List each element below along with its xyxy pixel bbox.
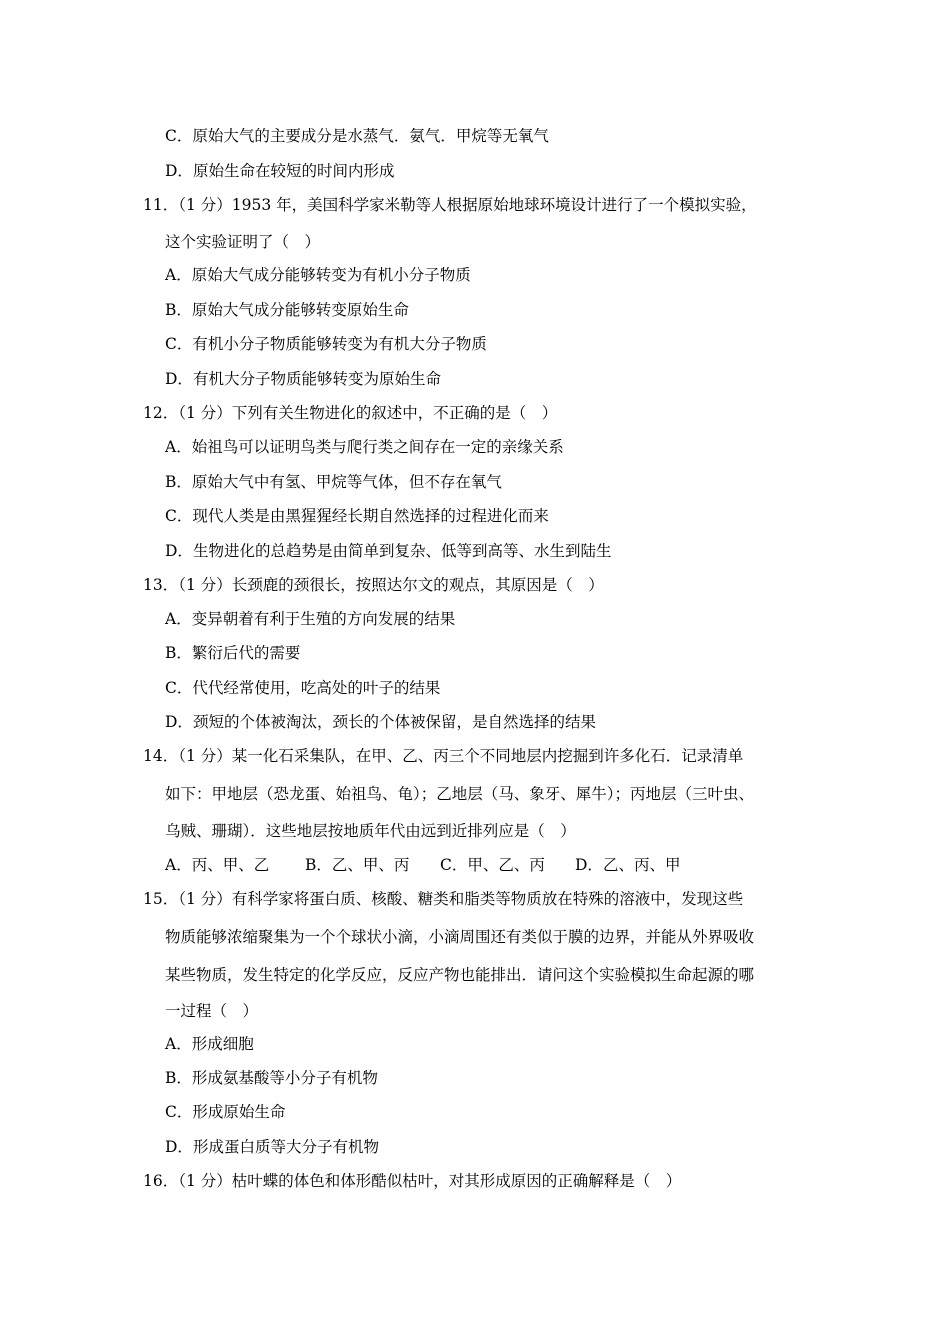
question-15-stem: 15．（1 分）有科学家将蛋白质、核酸、糖类和脂类等物质放在特殊的溶液中，发现这些 (143, 890, 744, 908)
question-11-stem-cont: 这个实验证明了（ ） (165, 233, 321, 251)
question-score: （1 分） (178, 576, 232, 594)
question-14-option-d: D．乙、丙、甲 (575, 856, 681, 874)
question-15-option-b: B．形成氨基酸等小分子有机物 (165, 1069, 378, 1087)
question-12-option-c: C．现代人类是由黑猩猩经长期自然选择的过程进化而来 (165, 507, 549, 525)
question-15-stem-cont-2: 某些物质，发生特定的化学反应，反应产物也能排出．请问这个实验模拟生命起源的哪 (165, 966, 755, 984)
question-number: 16． (143, 1172, 179, 1190)
question-14-stem: 14．（1 分）某一化石采集队，在甲、乙、丙三个不同地层内挖掘到许多化石．记录清单 (143, 747, 744, 765)
question-15-option-d: D．形成蛋白质等大分子有机物 (165, 1138, 379, 1156)
question-score: （1 分） (178, 747, 232, 765)
question-13-stem: 13．（1 分）长颈鹿的颈很长，按照达尔文的观点，其原因是（ ） (143, 576, 604, 594)
question-12-option-d: D．生物进化的总趋势是由简单到复杂、低等到高等、水生到陆生 (165, 542, 612, 560)
option-prev-d: D．原始生命在较短的时间内形成 (165, 162, 395, 180)
question-score: （1 分） (178, 196, 232, 214)
question-number: 15． (143, 890, 179, 908)
question-13-option-a: A．变异朝着有利于生殖的方向发展的结果 (165, 610, 456, 628)
question-score: （1 分） (178, 1172, 232, 1190)
question-12-option-a: A．始祖鸟可以证明鸟类与爬行类之间存在一定的亲缘关系 (165, 438, 564, 456)
question-score: （1 分） (178, 890, 232, 908)
question-15-stem-cont-1: 物质能够浓缩聚集为一个个球状小滴，小滴周围还有类似于膜的边界，并能从外界吸收 (165, 928, 755, 946)
question-11-option-c: C．有机小分子物质能够转变为有机大分子物质 (165, 335, 487, 353)
question-11-option-b: B．原始大气成分能够转变原始生命 (165, 301, 409, 319)
question-14-options (165, 855, 680, 875)
question-14-stem-cont-1: 如下：甲地层（恐龙蛋、始祖鸟、龟）；乙地层（马、象牙、犀牛）；丙地层（三叶虫、 (165, 785, 755, 803)
question-14-stem-cont-2: 乌贼、珊瑚）．这些地层按地质年代由远到近排列应是（ ） (165, 822, 576, 840)
question-14-option-a: A．丙、甲、乙 (165, 856, 270, 874)
question-15-option-c: C．形成原始生命 (165, 1103, 286, 1121)
question-14-option-c: C．甲、乙、丙 (440, 856, 545, 874)
question-15-option-a: A．形成细胞 (165, 1035, 254, 1053)
question-11-option-a: A．原始大气成分能够转变为有机小分子物质 (165, 266, 471, 284)
question-number: 13． (143, 576, 179, 594)
question-12-option-b: B．原始大气中有氢、甲烷等气体，但不存在氧气 (165, 473, 502, 491)
option-prev-c: C．原始大气的主要成分是水蒸气．氨气．甲烷等无氧气 (165, 127, 549, 145)
question-13-option-b: B．繁衍后代的需要 (165, 644, 301, 662)
question-11-option-d: D．有机大分子物质能够转变为原始生命 (165, 370, 441, 388)
question-number: 14． (143, 747, 179, 765)
question-13-option-d: D．颈短的个体被淘汰，颈长的个体被保留，是自然选择的结果 (165, 713, 596, 731)
question-11-stem: 11．（1 分）1953 年，美国科学家米勒等人根据原始地球环境设计进行了一个模拟实验， (143, 196, 757, 214)
question-number: 11． (143, 196, 179, 214)
question-number: 12． (143, 404, 179, 422)
question-14-option-b: B．乙、甲、丙 (305, 856, 410, 874)
question-16-stem: 16．（1 分）枯叶蝶的体色和体形酷似枯叶，对其形成原因的正确解释是（ ） (143, 1172, 682, 1190)
question-13-option-c: C．代代经常使用，吃高处的叶子的结果 (165, 679, 441, 697)
question-score: （1 分） (178, 404, 232, 422)
question-12-stem: 12．（1 分）下列有关生物进化的叙述中，不正确的是（ ） (143, 404, 558, 422)
question-15-stem-cont-3: 一过程（ ） (165, 1002, 259, 1020)
